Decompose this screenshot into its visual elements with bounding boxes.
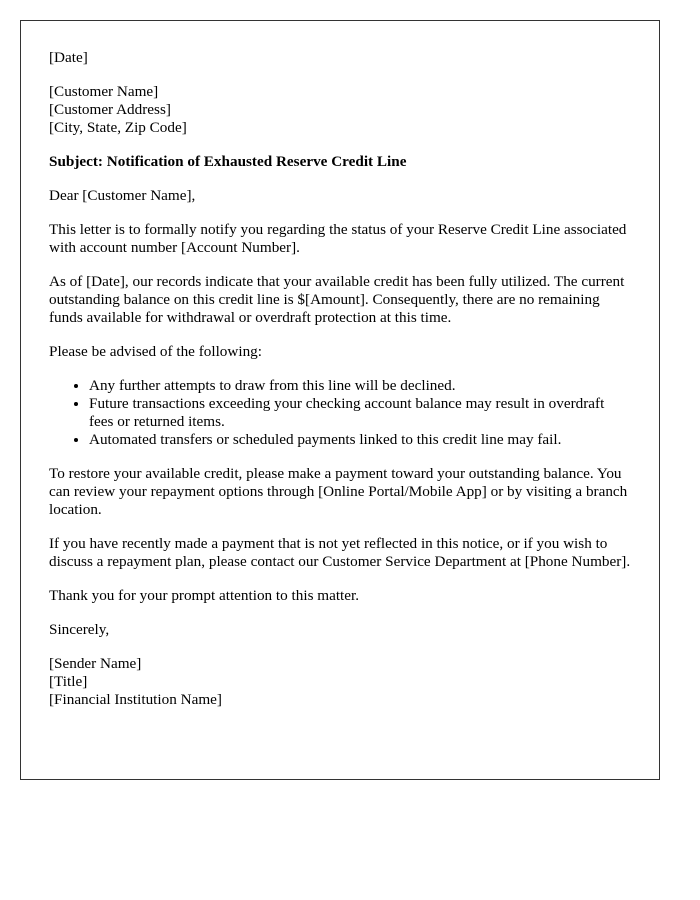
bullet-item: • Any further attempts to draw from this line will be declined. (89, 377, 631, 395)
bullet-item: • Future transactions exceeding your checking account balance may result in overdraft fees or returned items. (89, 395, 631, 431)
paragraph-restore: To restore your available credit, please make a payment toward your outstanding balance. You can review your repayment options through [Online Portal/Mobile App] or by visiting a branch location. (49, 465, 628, 518)
recipient-address-block (49, 83, 631, 137)
institution-name: [Financial Institution Name] (49, 691, 222, 708)
paragraph-thanks: Thank you for your prompt attention to this matter. (49, 587, 360, 604)
sender-title: [Title] (49, 673, 88, 690)
paragraph-contact: If you have recently made a payment that is not yet reflected in this notice, or if you wish to discuss a repayment plan, please contact our Customer Service Department at [Phone Number]. (49, 535, 631, 570)
closing: Sincerely, (49, 621, 110, 638)
letter-page (20, 20, 660, 780)
paragraph-status: As of [Date], our records indicate that your available credit has been fully utilized. The current outstanding balance on this credit line is $[Amount]. Consequently, there are no remaining funds available for withdrawal or overdraft protection at this time. (49, 273, 625, 326)
salutation: Dear [Customer Name], (49, 187, 196, 204)
paragraph-advised: Please be advised of the following: (49, 343, 262, 360)
letter-date: [Date] (49, 49, 88, 66)
letter-subject: Subject: Notification of Exhausted Reserve Credit Line (49, 153, 407, 170)
recipient-address: [Customer Address] (49, 101, 171, 118)
signature-block (49, 655, 631, 709)
notice-bullet-list (49, 377, 631, 449)
bullet-item: • Automated transfers or scheduled payments linked to this credit line may fail. (89, 431, 631, 449)
recipient-name: [Customer Name] (49, 83, 159, 100)
paragraph-intro: This letter is to formally notify you regarding the status of your Reserve Credit Line associated with account number [Account Number]. (49, 221, 627, 256)
sender-name: [Sender Name] (49, 655, 142, 672)
recipient-city-state-zip: [City, State, Zip Code] (49, 119, 187, 136)
